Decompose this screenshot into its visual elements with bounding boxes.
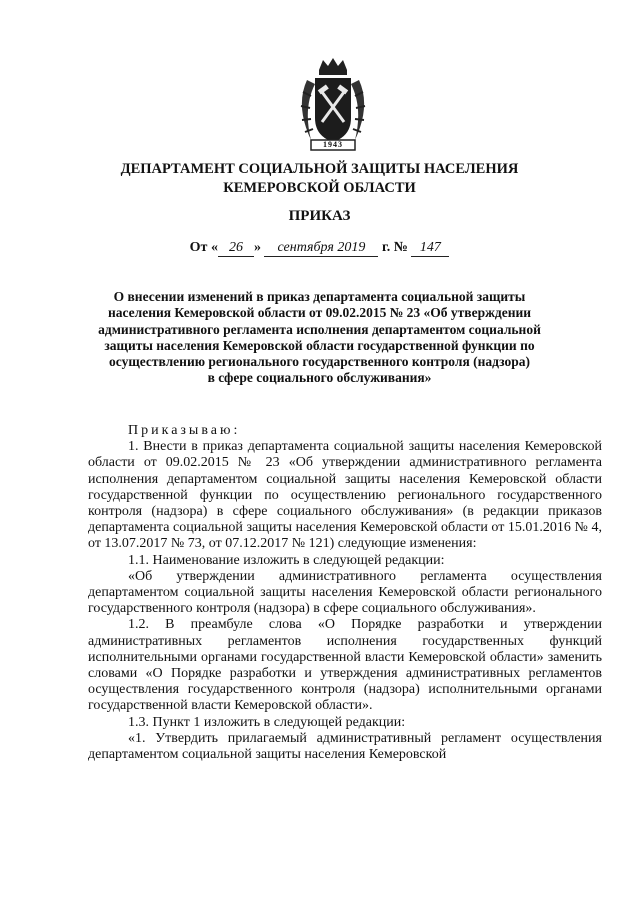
subject-line: административного регламента исполнения департаментом социальной xyxy=(98,321,541,337)
subject-line: осуществлению регионального государственного контроля (надзора) xyxy=(109,354,530,370)
dateline-suffix: г. № xyxy=(381,240,408,255)
handwritten-month-year: сентября 2019 xyxy=(264,240,378,257)
body-paragraph: 1. Внести в приказ департамента социальной защиты населения Кемеровской области от 09.02.2015 № 23 «Об утверждении административного регламента исполнения департаментом социальной защиты населения Кемеровской области государственной функции по осуществлению регионального государственного контроля (надзора) в сфере социального обслуживания» (в редакции приказов департамента социальной защиты населения Кемеровской области от 15.01.2016 № 4, от 13.07.2017 № 73, от 07.12.2017 № 121) следующие изменения: xyxy=(88,439,602,552)
order-directive: Приказываю: xyxy=(128,423,241,438)
order-subject xyxy=(0,289,639,387)
order-body xyxy=(88,423,602,763)
subject-line: населения Кемеровской области от 09.02.2015 № 23 «Об утверждении xyxy=(107,305,532,321)
emblem-year-label: 1943 xyxy=(323,140,343,149)
kemerovo-coat-of-arms-icon xyxy=(289,56,377,152)
department-name xyxy=(0,160,639,198)
subject-line: защиты населения Кемеровской области государственной функции по xyxy=(104,337,535,353)
department-name-line-2: КЕМЕРОВСКОЙ ОБЛАСТИ xyxy=(223,180,416,196)
document-type: ПРИКАЗ xyxy=(288,208,351,224)
handwritten-day: 26 xyxy=(218,240,254,257)
subject-line: в сфере социального обслуживания» xyxy=(207,370,432,386)
order-dateline xyxy=(0,240,639,257)
subject-line: О внесении изменений в приказ департамента социальной защиты xyxy=(113,289,526,304)
department-name-line-1: ДЕПАРТАМЕНТ СОЦИАЛЬНОЙ ЗАЩИТЫ НАСЕЛЕНИЯ xyxy=(120,161,519,177)
dateline-prefix: От « xyxy=(189,240,218,255)
body-paragraph: 1.1. Наименование изложить в следующей редакции: xyxy=(128,552,445,568)
dateline-mid: » xyxy=(253,240,261,255)
body-paragraph: 1.2. В преамбуле слова «О Порядке разработки и утверждении административных регламентов исполнения государственных функций исполнительными органами государственной власти Кемеровской области» заменить словами «О Порядке разработки и утверждения административных регламентов осуществления государственного контроля (надзора) исполнительными органами государственной власти Кемеровской области». xyxy=(88,617,602,714)
body-paragraph: «Об утверждении административного регламента осуществления департаментом социальной защиты населения Кемеровской области регионального государственного контроля (надзора) в сфере социального обслуживания». xyxy=(88,568,602,617)
body-paragraph: «1. Утвердить прилагаемый административный регламент осуществления департаментом социальной защиты населения Кемеровской xyxy=(88,730,602,763)
handwritten-order-number: 147 xyxy=(411,240,449,257)
body-paragraph: 1.3. Пункт 1 изложить в следующей редакции: xyxy=(128,714,406,730)
